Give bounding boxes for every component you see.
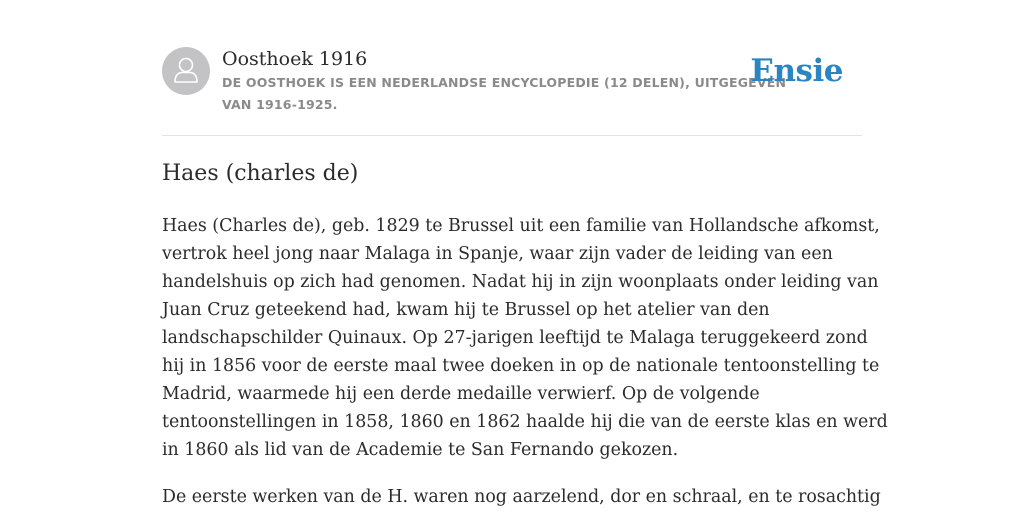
source-header [162,47,862,136]
text-line: in 1860 als lid van de Academie te San Fernando gekozen. [162,440,679,460]
avatar[interactable] [162,47,210,95]
user-icon [162,47,210,95]
text-line: hij in 1856 voor de eerste maal twee doeken in op de nationale tentoonstelling te [162,356,880,376]
source-title[interactable]: Oosthoek 1916 [222,48,368,70]
article-title: Haes (charles de) [162,161,359,186]
article-paragraph [162,483,881,511]
text-line: vertrok heel jong naar Malaga in Spanje, waar zijn vader de leiding van een [162,244,833,264]
text-line: De eerste werken van de H. waren nog aarzelend, dor en schraal, en te rosachtig [162,487,881,507]
text-line: Haes (Charles de), geb. 1829 te Brussel uit een familie van Hollandsche afkomst, [162,216,880,236]
source-description [222,72,787,116]
article-paragraph [162,212,888,464]
article-body [162,212,888,512]
text-line: landschapschilder Quinaux. Op 27-jarigen leeftijd te Malaga teruggekeerd zond [162,328,868,348]
text-line: handelshuis op zich had genomen. Nadat hij in zijn woonplaats onder leiding van [162,272,879,292]
text-line: Madrid, waarmede hij een derde medaille verwierf. Op de volgende [162,384,760,404]
source-info [222,47,787,116]
text-line: tentoonstellingen in 1858, 1860 en 1862 haalde hij die van de eerste klas en werd [162,412,888,432]
brand-logo[interactable]: Ensie [750,53,843,89]
text-line: Juan Cruz geteekend had, kwam hij te Brussel op het atelier van den [162,300,770,320]
source-description-line: VAN 1916-1925. [222,97,338,112]
source-description-line: DE OOSTHOEK IS EEN NEDERLANDSE ENCYCLOPEDIE (12 DELEN), UITGEGEVEN [222,75,787,90]
